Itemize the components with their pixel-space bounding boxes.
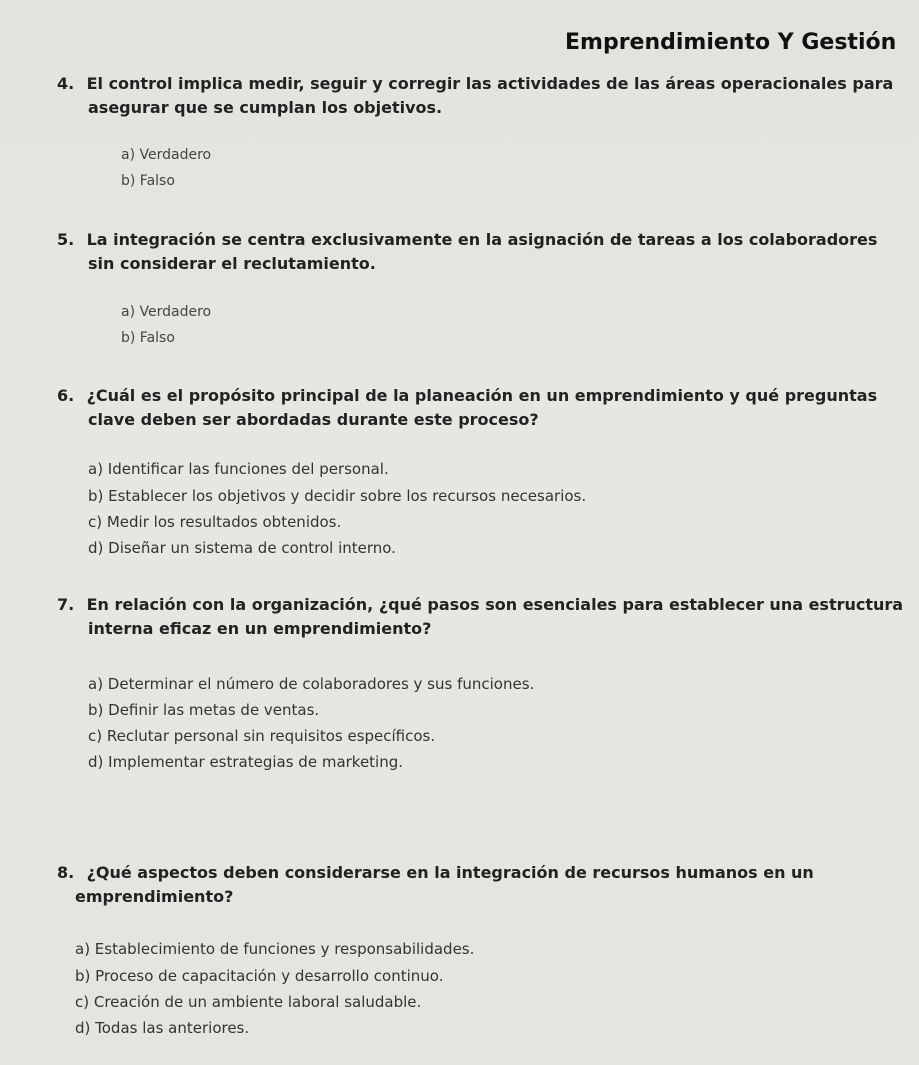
question-line-2: asegurar que se cumplan los objetivos. <box>88 98 443 117</box>
question-number: 6. <box>57 386 75 405</box>
question-line-2: clave deben ser abordadas durante este proceso? <box>88 410 539 429</box>
question-line-2: sin considerar el reclutamiento. <box>88 254 376 273</box>
option-c[interactable]: c) Medir los resultados obtenidos. <box>88 513 342 531</box>
option-b[interactable]: b) Establecer los objetivos y decidir sobre los recursos necesarios. <box>88 487 587 505</box>
question-text <box>57 593 917 617</box>
question-line-1: ¿Cuál es el propósito principal de la planeación en un emprendimiento y qué preguntas <box>86 386 878 405</box>
question-text <box>57 228 917 252</box>
option-a[interactable]: a) Establecimiento de funciones y responsabilidades. <box>75 940 475 958</box>
question-line-2: interna eficaz en un emprendimiento? <box>88 619 432 638</box>
option-c[interactable]: c) Reclutar personal sin requisitos específicos. <box>88 727 436 745</box>
question-line-1: ¿Qué aspectos deben considerarse en la integración de recursos humanos en un <box>86 863 814 882</box>
option-a[interactable]: a) Identificar las funciones del personal. <box>88 460 389 478</box>
question-text <box>57 384 917 408</box>
option-c[interactable]: c) Creación de un ambiente laboral saludable. <box>75 993 422 1011</box>
question-8 <box>57 861 917 909</box>
question-7 <box>57 593 917 641</box>
option-d[interactable]: d) Implementar estrategias de marketing. <box>88 753 404 771</box>
question-4 <box>57 72 917 120</box>
option-a[interactable]: a) Verdadero <box>121 147 212 163</box>
option-a[interactable]: a) Verdadero <box>121 304 212 320</box>
question-number: 4. <box>57 74 75 93</box>
option-b[interactable]: b) Falso <box>121 330 175 346</box>
option-d[interactable]: d) Diseñar un sistema de control interno. <box>88 539 396 557</box>
question-number: 8. <box>57 863 75 882</box>
question-line-1: En relación con la organización, ¿qué pasos son esenciales para establecer una estructura <box>86 595 904 614</box>
question-number: 5. <box>57 230 75 249</box>
question-text <box>57 861 917 885</box>
question-text <box>57 72 917 96</box>
question-5 <box>57 228 917 276</box>
question-line-2: emprendimiento? <box>75 887 234 906</box>
option-a[interactable]: a) Determinar el número de colaboradores y sus funciones. <box>88 675 535 693</box>
question-line-1: El control implica medir, seguir y corregir las actividades de las áreas operacionales para <box>86 74 894 93</box>
option-b[interactable]: b) Falso <box>121 173 175 189</box>
question-line-1: La integración se centra exclusivamente en la asignación de tareas a los colaboradores <box>86 230 878 249</box>
question-6 <box>57 384 917 432</box>
document-title: Emprendimiento Y Gestión <box>565 30 897 55</box>
option-b[interactable]: b) Definir las metas de ventas. <box>88 701 320 719</box>
option-d[interactable]: d) Todas las anteriores. <box>75 1019 250 1037</box>
option-b[interactable]: b) Proceso de capacitación y desarrollo continuo. <box>75 967 444 985</box>
question-number: 7. <box>57 595 75 614</box>
